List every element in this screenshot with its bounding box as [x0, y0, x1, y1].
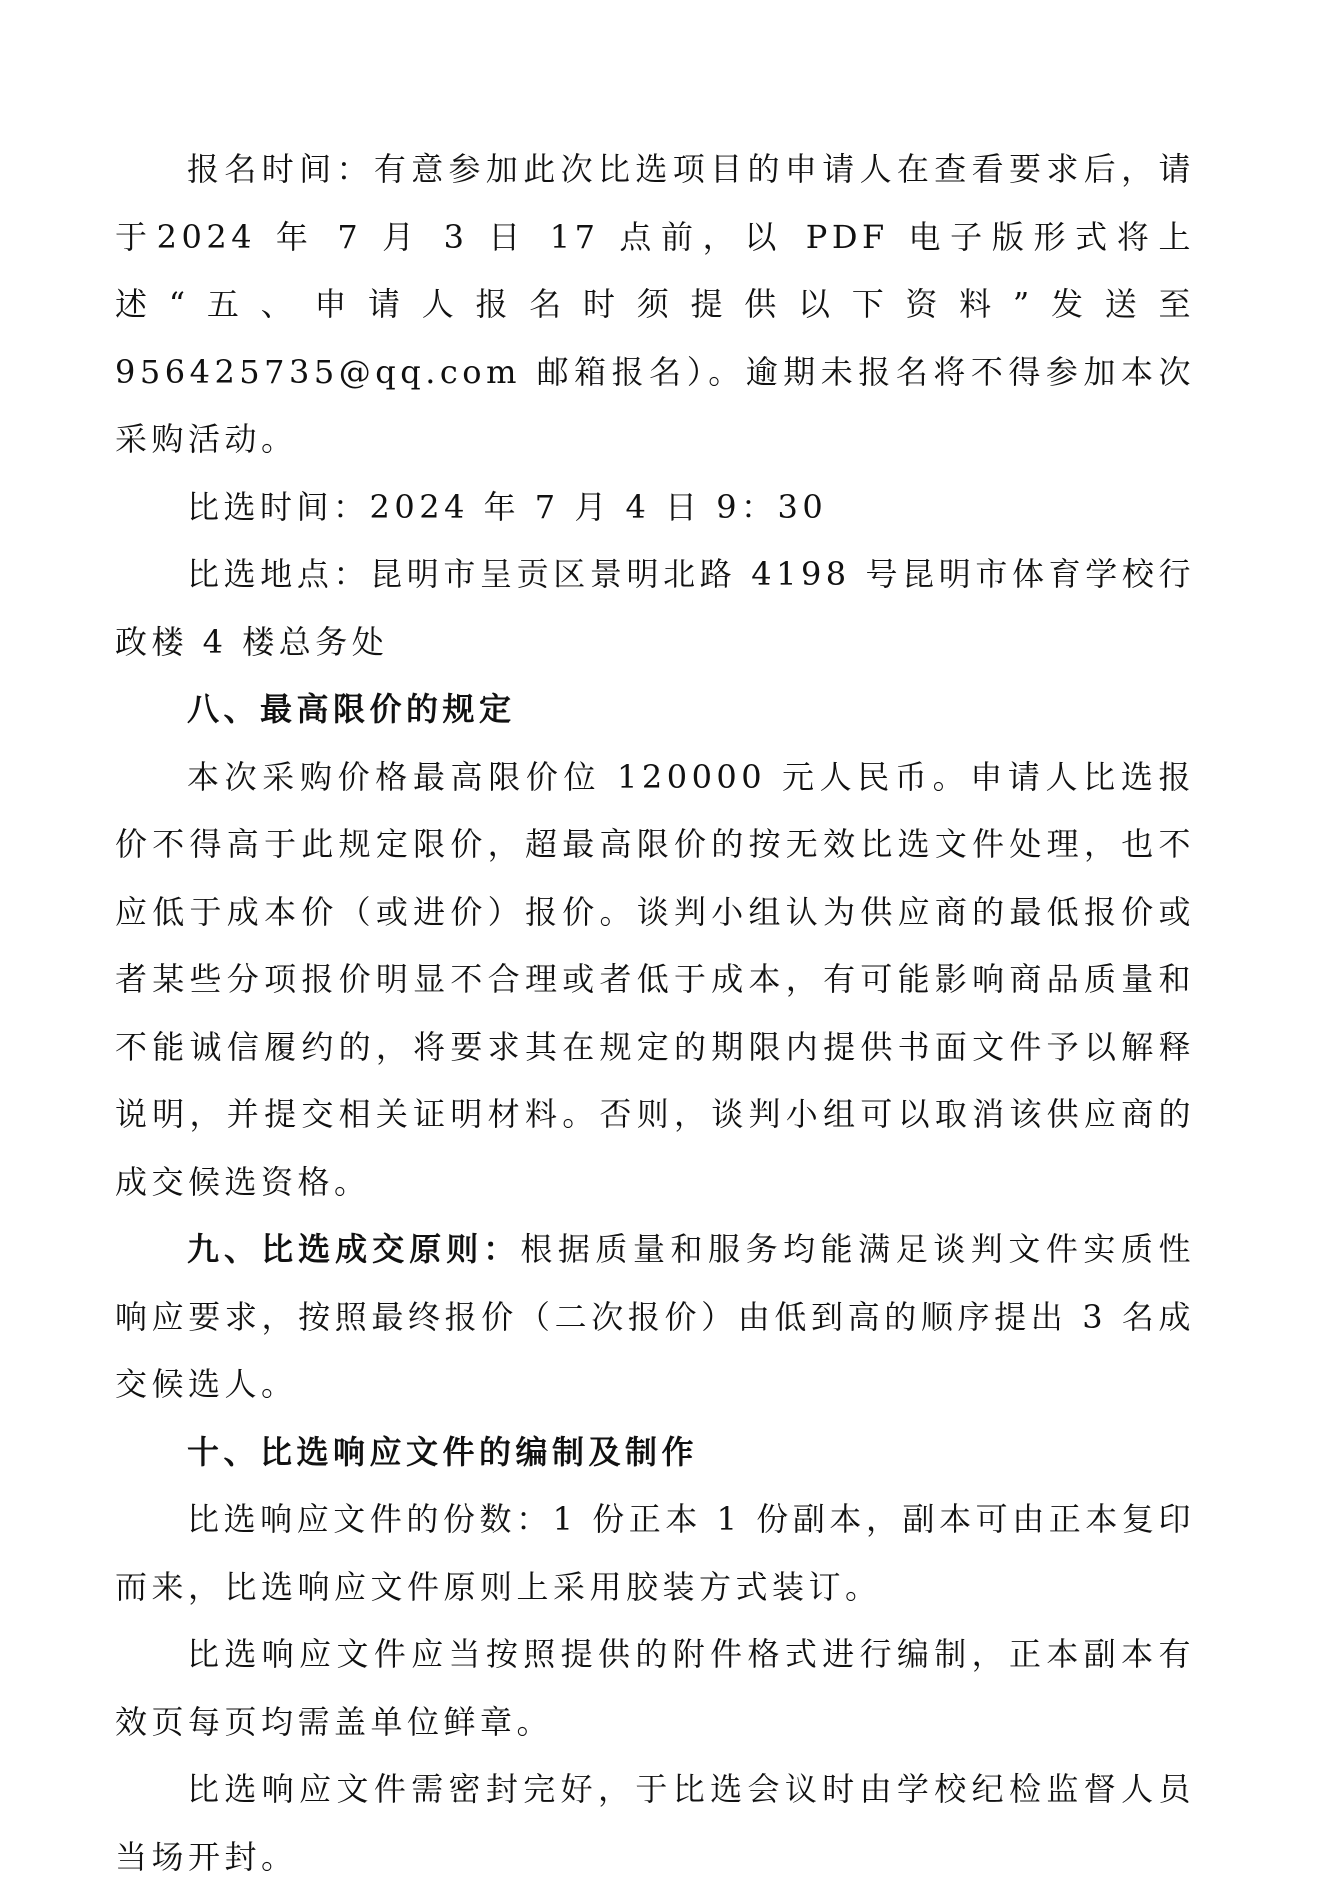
selection-location: 比选地点：昆明市呈贡区景明北路 4198 号昆明市体育学校行政楼 4 楼总务处 — [115, 555, 1195, 661]
section10-copies: 比选响应文件的份数：1 份正本 1 份副本，副本可由正本复印而来，比选响应文件原则上采用胶装方式装订。 — [115, 1500, 1195, 1606]
section10-format: 比选响应文件应当按照提供的附件格式进行编制，正本副本有效页每页均需盖单位鲜章。 — [115, 1635, 1195, 1741]
section10-heading: 十、比选响应文件的编制及制作 — [187, 1432, 699, 1471]
section10-seal: 比选响应文件需密封完好，于比选会议时由学校纪检监督人员当场开封。 — [115, 1770, 1195, 1876]
section9-heading: 九、比选成交原则： — [187, 1230, 521, 1268]
section9-paragraph — [115, 1216, 1195, 1419]
section9-body: 根据质量和服务均能满足谈判文件实质性响应要求，按照最终报价（二次报价）由低到高的顺序提出 3 名成交候选人。 — [115, 1230, 1195, 1403]
registration-paragraph: 报名时间：有意参加此次比选项目的申请人在查看要求后，请于2024 年 7 月 3 日 17 点前，以 PDF 电子版形式将上述“五、申请人报名时须提供以下资料”发送至 956425735@qq.com 邮箱报名）。逾期未报名将不得参加本次采购活动。 — [115, 150, 1195, 458]
document-page — [115, 136, 1195, 1891]
section8-heading: 八、最高限价的规定 — [187, 690, 516, 728]
section8-body: 本次采购价格最高限价位 120000 元人民币。申请人比选报价不得高于此规定限价，超最高限价的按无效比选文件处理，也不应低于成本价（或进价）报价。谈判小组认为供应商的最低报价或者某些分项报价明显不合理或者低于成本，有可能影响商品质量和不能诚信履约的，将要求其在规定的期限内提供书面文件予以解释说明，并提交相关证明材料。否则，谈判小组可以取消该供应商的成交候选资格。 — [115, 757, 1195, 1201]
selection-time: 比选时间：2024 年 7 月 4 日 9：30 — [187, 487, 828, 526]
